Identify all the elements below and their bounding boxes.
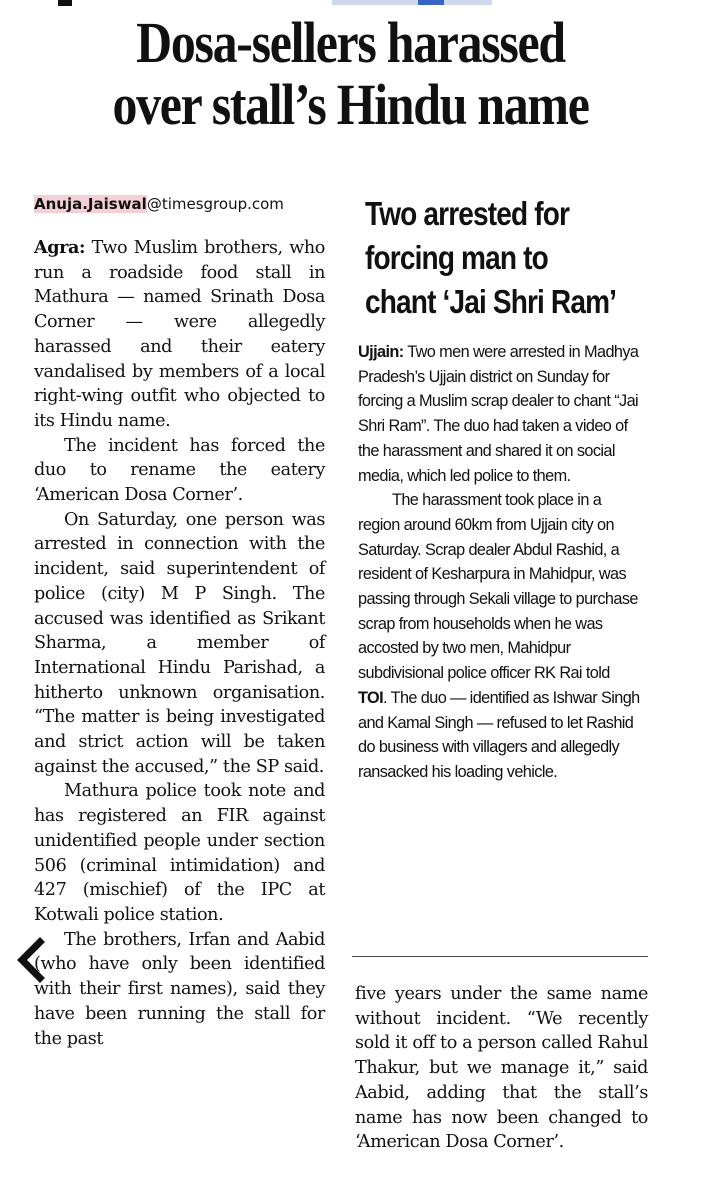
side-story-dateline: Ujjain:: [358, 343, 404, 361]
side-headline-line2: forcing man to: [365, 239, 548, 276]
side-story-paragraph-2-text: The harassment took place in a region around 60km from Ujjain city on Saturday. Scrap dealer Abdul Rashid, a resident of Kesharpura in Mahidpur, was passing through Sekali village to purchase scrap from households when he was accosted by two men, Mahidpur subdivisional police officer RK Rai told: [358, 491, 638, 683]
toi-label: TOI: [358, 688, 384, 707]
main-story-paragraph-3: On Saturday, one person was arrested in connection with the incident, said superintendent of police (city) M P Singh. The accused was identified as Srikant Sharma, a member of International Hindu Parishad, a hitherto unknown organisation. “The matter is being investigated and strict action will be taken against the accused,” the SP said.: [34, 509, 325, 777]
chevron-left-icon[interactable]: [12, 936, 52, 984]
byline-name: Anuja.Jaiswal: [34, 195, 147, 213]
side-story-headline: [365, 192, 620, 324]
side-story-paragraph-2-end: . The duo — identified as Ishwar Singh and Kamal Singh — refused to let Rashid do business with villagers and allegedly ransacked his loading vehicle.: [358, 688, 640, 781]
main-story-paragraph-2: The incident has forced the duo to rename the eatery ‘American Dosa Corner’.: [34, 435, 325, 506]
main-story-continuation: [355, 982, 648, 1155]
main-story-paragraph-5: The brothers, Irfan and Aabid (who have only been identified with their first names), said they have been running the stall for the past: [34, 929, 325, 1049]
top-edge-mark: [58, 0, 72, 6]
main-headline-line1: Dosa-sellers harassed: [136, 10, 565, 75]
main-story-paragraph-1-text: Two Muslim brothers, who run a roadside food stall in Mathura — named Srinath Dosa Corner — were allegedly harassed and their eatery vandalised by members of a local right-wing outfit who objected to its Hindu name.: [34, 238, 325, 431]
main-story-paragraph-1: [34, 236, 325, 434]
column-divider-rule: [352, 956, 648, 957]
side-story-paragraph-1-text: Two men were arrested in Madhya Pradesh’s Ujjain district on Sunday for forcing a Muslim scrap dealer to chant “Jai Shri Ram”. The duo had taken a video of the harassment and shared it on social media, which led police to them.: [358, 343, 639, 485]
top-edge-highlight: [332, 0, 492, 5]
main-story-paragraph-4: Mathura police took note and has registered an FIR against unidentified people under section 506 (criminal intimidation) and 427 (mischief) of the IPC at Kotwali police station.: [34, 781, 325, 925]
side-story-paragraph-1: [358, 340, 640, 488]
main-story-column: [34, 236, 325, 1051]
main-headline: [49, 12, 652, 136]
main-story-dateline: Agra:: [34, 237, 86, 258]
side-story-column: [358, 340, 640, 785]
top-edge-strip: [0, 0, 701, 8]
top-edge-highlight-accent: [418, 0, 444, 5]
main-story-continuation-text: five years under the same name without incident. “We recently sold it off to a person called Rahul Thakur, but we manage it,” said Aabid, adding that the stall’s name has now been changed to ‘American Dosa Corner’.: [355, 984, 648, 1153]
side-story-paragraph-2: [358, 488, 640, 784]
side-headline-line1: Two arrested for: [365, 195, 570, 232]
byline-domain: @timesgroup.com: [146, 195, 284, 213]
side-headline-line3: chant ‘Jai Shri Ram’: [365, 283, 617, 320]
main-headline-line2: over stall’s Hindu name: [112, 72, 589, 137]
byline: [34, 195, 284, 213]
